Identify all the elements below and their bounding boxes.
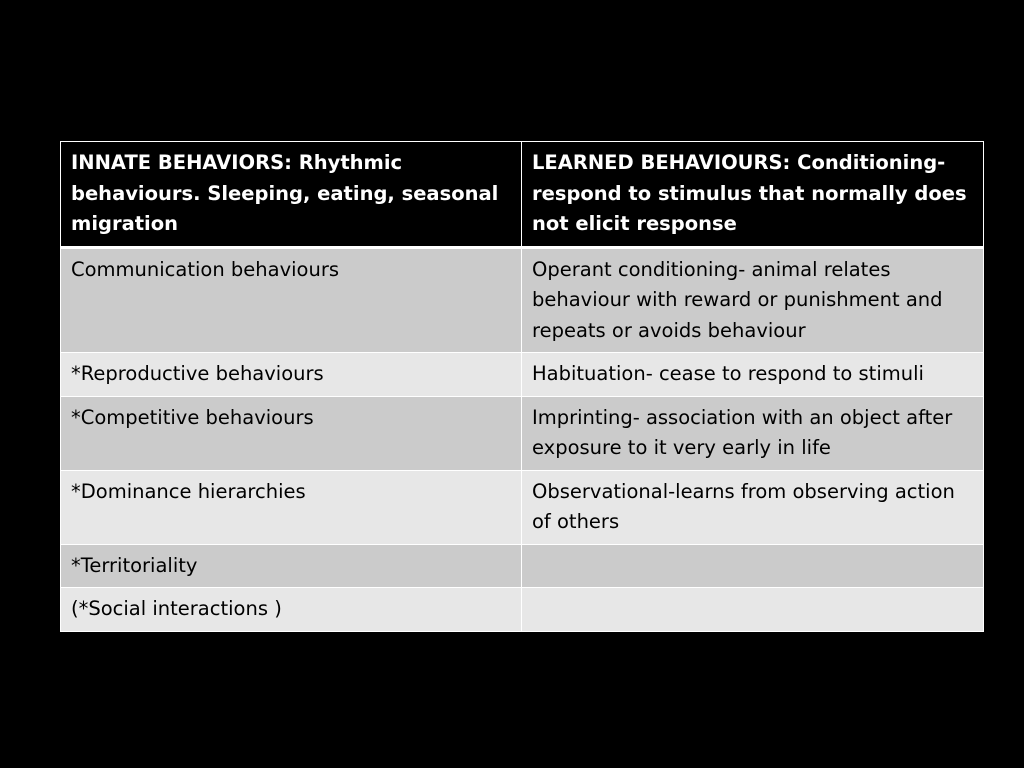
table-row bbox=[61, 247, 984, 353]
innate-cell: *Reproductive behaviours bbox=[61, 353, 522, 397]
table-row bbox=[61, 588, 984, 632]
table-header-row bbox=[61, 142, 984, 248]
innate-behaviors-header: INNATE BEHAVIORS: Rhythmic behaviours. Sleeping, eating, seasonal migration bbox=[61, 142, 522, 248]
learned-cell: Imprinting- association with an object after exposure to it very early in life bbox=[522, 396, 984, 470]
table-row bbox=[61, 353, 984, 397]
learned-behaviours-header: LEARNED BEHAVIOURS: Conditioning- respond to stimulus that normally does not elicit response bbox=[522, 142, 984, 248]
innate-cell: (*Social interactions ) bbox=[61, 588, 522, 632]
innate-cell: Communication behaviours bbox=[61, 247, 522, 353]
learned-cell bbox=[522, 544, 984, 588]
table-row bbox=[61, 396, 984, 470]
learned-cell: Habituation- cease to respond to stimuli bbox=[522, 353, 984, 397]
learned-cell: Operant conditioning- animal relates behaviour with reward or punishment and repeats or avoids behaviour bbox=[522, 247, 984, 353]
table-row bbox=[61, 470, 984, 544]
innate-cell: *Territoriality bbox=[61, 544, 522, 588]
table-row bbox=[61, 544, 984, 588]
innate-cell: *Dominance hierarchies bbox=[61, 470, 522, 544]
behaviors-table bbox=[60, 141, 984, 632]
learned-cell bbox=[522, 588, 984, 632]
innate-cell: *Competitive behaviours bbox=[61, 396, 522, 470]
learned-cell: Observational-learns from observing action of others bbox=[522, 470, 984, 544]
